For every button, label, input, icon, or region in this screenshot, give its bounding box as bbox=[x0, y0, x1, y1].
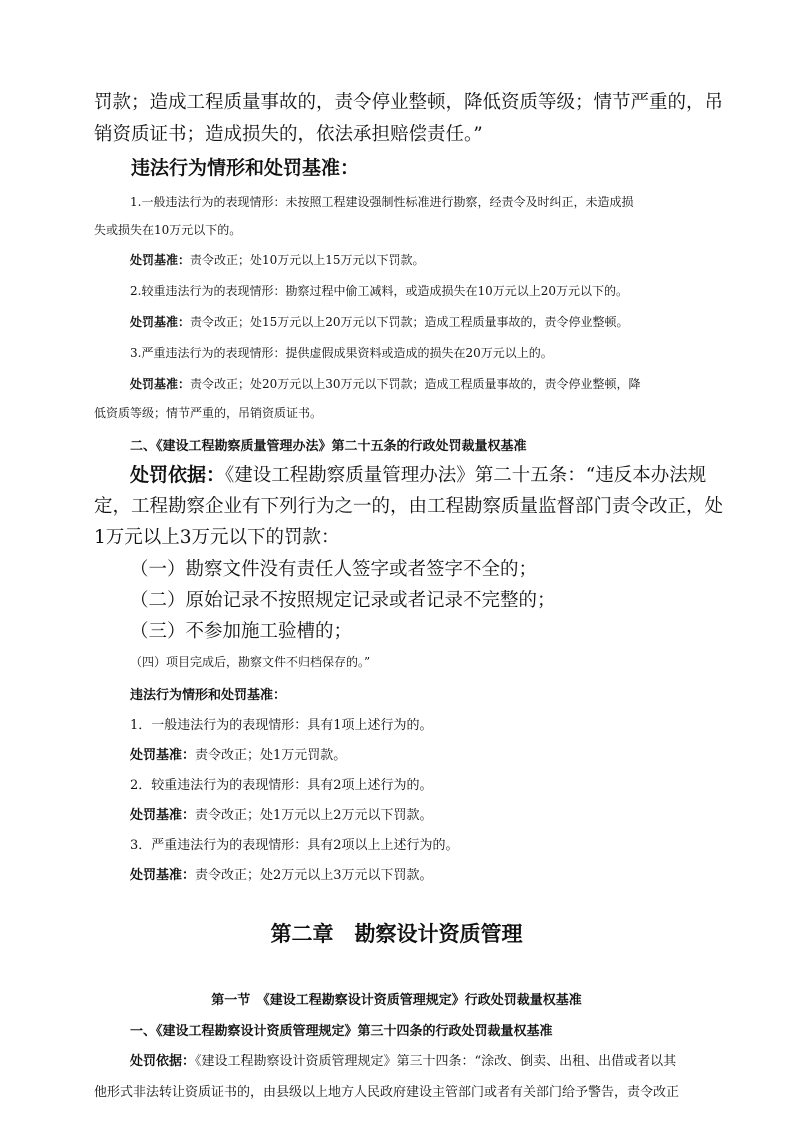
basis-line: 他形式非法转让资质证书的，由县级以上地方人民政府建设主管部门或者有关部门给予警告，责令改正 bbox=[94, 1085, 680, 1100]
clause-line: （一）勘察文件没有责任人签字或者签字不全的； bbox=[130, 559, 538, 580]
item-line: 3．严重违法行为的表现情形：具有2项以上上述行为的。 bbox=[130, 838, 459, 853]
section-heading: 违法行为情形和处罚基准： bbox=[130, 688, 287, 703]
paragraph-line: 罚款；造成工程质量事故的，责令停业整顿，降低资质等级；情节严重的，吊 bbox=[94, 92, 724, 113]
clause-line: （三）不参加施工验槽的； bbox=[130, 621, 353, 642]
item-line: 低资质等级；情节严重的，吊销资质证书。 bbox=[94, 406, 323, 420]
penalty-basis-line bbox=[130, 744, 346, 763]
penalty-basis-text: 责令改正；处2万元以上3万元以下罚款。 bbox=[195, 868, 433, 883]
basis-line bbox=[130, 1050, 676, 1069]
penalty-basis-label: 处罚基准： bbox=[130, 868, 196, 883]
item-line: 失或损失在10万元以下的。 bbox=[94, 223, 242, 237]
basis-line bbox=[130, 460, 706, 487]
item-line: 3.严重违法行为的表现情形：提供虚假成果资料或造成的损失在20万元以上的。 bbox=[130, 346, 553, 360]
penalty-basis-text: 责令改正；处20万元以上30万元以下罚款；造成工程质量事故的，责令停业整顿，降 bbox=[190, 377, 641, 391]
penalty-basis-label: 处罚基准： bbox=[130, 253, 191, 267]
section-heading: 违法行为情形和处罚基准： bbox=[131, 157, 360, 179]
basis-line: 定，工程勘察企业有下列行为之一的，由工程勘察质量监督部门责令改正，处 bbox=[94, 496, 724, 517]
penalty-basis-text: 责令改正；处1万元以上2万元以下罚款。 bbox=[195, 808, 433, 823]
penalty-basis-label: 处罚基准： bbox=[130, 377, 191, 391]
penalty-basis-label: 处罚基准： bbox=[130, 315, 191, 329]
basis-text: 《建设工程勘察设计资质管理规定》第三十四条：“涂改、倒卖、出租、出借或者以其 bbox=[195, 1054, 677, 1069]
penalty-basis-label: 处罚基准： bbox=[130, 808, 196, 823]
penalty-basis-text: 责令改正；处1万元罚款。 bbox=[195, 748, 347, 763]
penalty-basis-line bbox=[130, 864, 433, 883]
penalty-basis-text: 责令改正；处15万元以上20万元以下罚款；造成工程质量事故的，责令停业整顿。 bbox=[190, 315, 629, 329]
item-line: 1.一般违法行为的表现情形：未按照工程建设强制性标准进行勘察，经责令及时纠正，未造成损 bbox=[130, 195, 634, 209]
penalty-basis-line bbox=[130, 313, 629, 330]
section-title: 第一节 《建设工程勘察设计资质管理规定》行政处罚裁量权基准 bbox=[211, 993, 582, 1008]
basis-text: 《建设工程勘察质量管理办法》第二十五条：“违反本办法规 bbox=[225, 465, 707, 486]
section-title: 二、《建设工程勘察质量管理办法》第二十五条的行政处罚裁量权基准 bbox=[130, 439, 527, 454]
paragraph-line: 销资质证书；造成损失的，依法承担赔偿责任。” bbox=[94, 124, 483, 145]
penalty-basis-line bbox=[130, 804, 433, 823]
basis-label: 处罚依据： bbox=[130, 1054, 196, 1069]
sub-title: 一、《建设工程勘察设计资质管理规定》第三十四条的行政处罚裁量权基准 bbox=[130, 1024, 553, 1039]
chapter-title: 第二章 勘察设计资质管理 bbox=[270, 922, 523, 946]
penalty-basis-label: 处罚基准： bbox=[130, 748, 196, 763]
item-line: 2.较重违法行为的表现情形：勘察过程中偷工减料，或造成损失在10万元以上20万元以下的。 bbox=[130, 284, 628, 298]
basis-label: 处罚依据： bbox=[130, 464, 226, 486]
penalty-basis-text: 责令改正；处10万元以上15万元以下罚款。 bbox=[190, 253, 425, 267]
penalty-basis-line bbox=[130, 251, 425, 268]
item-line: 2．较重违法行为的表现情形：具有2项上述行为的。 bbox=[130, 778, 433, 793]
item-line: 1．一般违法行为的表现情形：具有1项上述行为的。 bbox=[130, 718, 433, 733]
clause-line: （四）项目完成后，勘察文件不归档保存的。” bbox=[130, 655, 371, 669]
penalty-basis-line bbox=[130, 375, 641, 392]
clause-line: （二）原始记录不按照规定记录或者记录不完整的； bbox=[130, 590, 556, 611]
basis-line: 1万元以上3万元以下的罚款： bbox=[94, 527, 340, 548]
